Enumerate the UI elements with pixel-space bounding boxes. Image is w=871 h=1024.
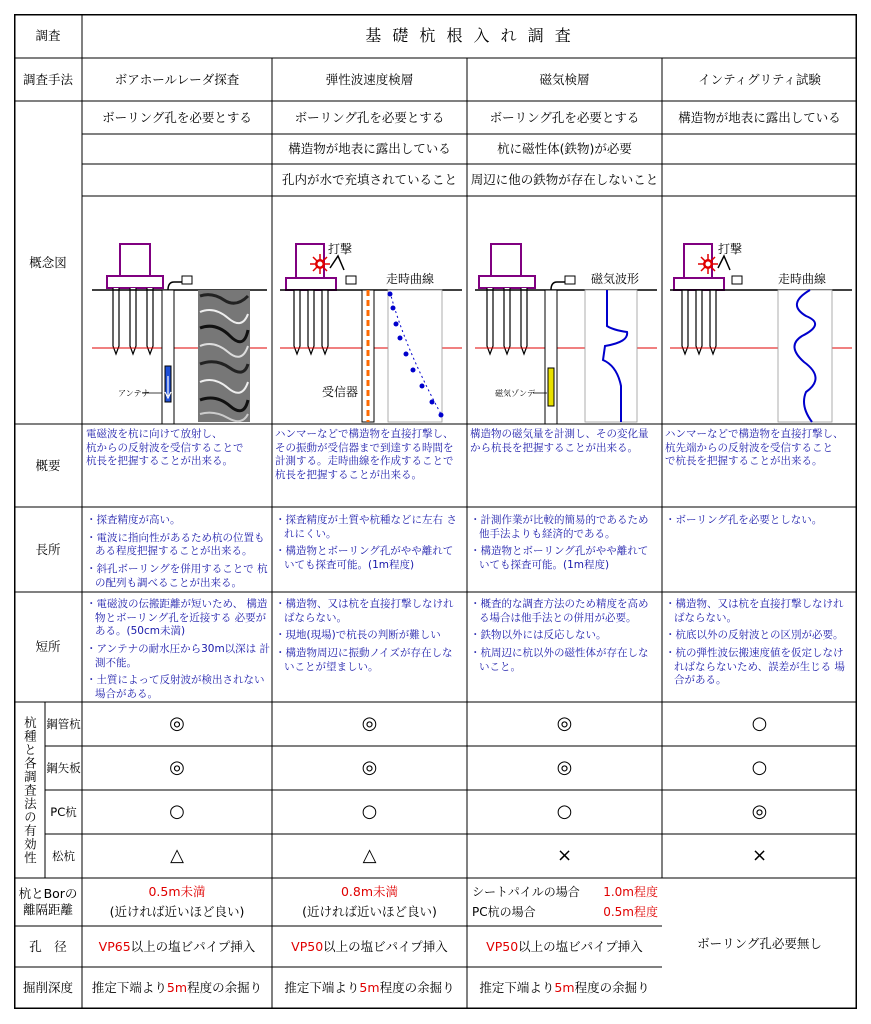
merits-list: ・探査精度が土質や杭種などに左右 されにくい。 ・構造物とボーリング孔がやや離れて いても探査可能。(1m程度) [275, 514, 457, 571]
merits-list: ・計測作業が比較的簡易的であるため 他手法よりも経済的である。 ・構造物とボーリング孔がやや離れて いても探査可能。(1m程度) [470, 514, 649, 571]
distance-value: 0.5m程度 [603, 905, 658, 919]
merits-list: ・ボーリング孔を必要としない。 [665, 514, 823, 526]
method-name: インティグリティ試験 [698, 71, 821, 87]
merits-list: ・探査精度が高い。 ・電波に指向性があるため杭の位置も ある程度把握することが出来る。 ・斜孔ボーリングを併用することで 杭の配列も調べることが出来る。 [86, 514, 268, 589]
pile-type-steel-sheet: 鋼矢板 [46, 760, 81, 775]
hole-label: 孔 径 [29, 938, 67, 954]
pile-type-steel-pipe: 鋼管杭 [46, 716, 81, 731]
demerits-list: ・概査的な調査方法のため精度を高め る場合は他手法との併用が必要。 ・鉄物以外には反応しない。 ・杭周辺に杭以外の磁性体が存在しな いこと。 [470, 598, 649, 673]
pile-structure [286, 244, 336, 354]
effectiveness-mark: ◎ [556, 756, 573, 778]
distance-value: 0.5m未満 [148, 884, 206, 900]
sonde-label: 磁気ゾンデ [495, 389, 535, 398]
depth-spec: 推定下端より 5m 程度の余掘り [479, 980, 650, 996]
pile-structure [107, 244, 163, 354]
overview-text: ハンマーなどで構造物を直接打撃し、 その振動が受信器まで到達する時間を 計測する。走時曲線を作成することで 杭長を把握することが出来る。 [275, 428, 454, 481]
condition-text: 構造物が地表に露出している [678, 109, 841, 125]
pile-type-pc: PC杭 [50, 804, 77, 819]
demerits-list: ・構造物、又は杭を直接打撃しなけれ ばならない。 ・杭底以外の反射波との区別が必要。 ・杭の弾性波伝搬速度値を仮定しなけ ればならないため、誤差が生じる 場合がある。 [665, 598, 845, 687]
method-name: 磁気検層 [539, 71, 590, 87]
effectiveness-mark: ◎ [169, 712, 185, 734]
distance-cell [82, 878, 272, 926]
effectiveness-mark: ◎ [556, 712, 573, 734]
hole-spec: VP50 以上の塩ビパイプ挿入 [486, 938, 643, 954]
hammer-strike-icon [310, 254, 330, 274]
waveform-chart [585, 290, 637, 422]
effectiveness-group-label: 杭種と各調査法の有効性 [22, 715, 38, 865]
distance-case-label: PC杭の場合 [472, 905, 536, 919]
demerits-list: ・電磁波の伝搬距離が短いため、 構造物とボーリング孔を近接する 必要がある。(50cm未満) ・アンテナの耐水圧から30m以深は 計測不能。 ・土質によって反射波が検出されない 場合がある。 [86, 598, 271, 700]
diagram-magnetic-logging [467, 196, 662, 424]
traveltime-curve-label: 走時曲線 [386, 272, 435, 286]
condition-text: 孔内が水で充填されていること [281, 172, 457, 188]
effectiveness-mark: ○ [361, 800, 378, 822]
depth-spec: 推定下端より 5m 程度の余掘り [284, 980, 455, 996]
hammer-strike-icon [698, 254, 718, 274]
no-borehole-needed: ボーリング孔必要無し [697, 935, 822, 951]
condition-text: ボーリング孔を必要とする [294, 109, 445, 125]
distance-value: 1.0m程度 [603, 885, 658, 899]
receiver-label: 受信器 [322, 385, 359, 399]
effectiveness-mark: × [556, 844, 573, 866]
condition-text: ボーリング孔を必要とする [102, 109, 252, 125]
diagram-borehole-radar [82, 196, 272, 424]
condition-text: ボーリング孔を必要とする [489, 109, 640, 125]
reflection-record-image [198, 290, 250, 422]
effectiveness-mark: ○ [556, 800, 573, 822]
condition-text: 周辺に他の鉄物が存在しないこと [470, 172, 659, 188]
pile-structure [479, 244, 535, 354]
effectiveness-mark: ○ [751, 756, 768, 778]
concept-label: 概念図 [29, 254, 67, 270]
borehole [162, 290, 174, 424]
effectiveness-mark: ○ [169, 800, 185, 822]
effectiveness-mark: ○ [751, 712, 768, 734]
distance-note: (近ければ近いほど良い) [109, 904, 245, 919]
methods-label: 調査手法 [22, 71, 73, 87]
effectiveness-mark: × [751, 844, 768, 866]
method-name: 弾性波速度検層 [325, 71, 414, 87]
magnetic-sonde [548, 368, 554, 406]
hole-spec: VP50 以上の塩ビパイプ挿入 [291, 938, 448, 954]
traveltime-curve-label: 走時曲線 [778, 272, 827, 286]
header-label: 調査 [35, 28, 61, 44]
survey-table [14, 14, 857, 1009]
overview-text: ハンマーなどで構造物を直接打撃し、 杭先端からの反射波を受信すること で杭長を把握することが出来る。 [665, 428, 844, 468]
distance-cell [472, 882, 658, 922]
effectiveness-mark: ◎ [361, 756, 378, 778]
condition-text: 杭に磁性体(鉄物)が必要 [497, 141, 632, 157]
effectiveness-mark: ◎ [169, 756, 185, 778]
effectiveness-mark: ◎ [751, 800, 768, 822]
distance-label: 杭とBorの 離隔距離 [18, 886, 78, 917]
demerits-list: ・構造物、又は杭を直接打撃しなけれ ばならない。 ・現地(現場)で杭長の判断が難しい ・構造物周辺に振動ノイズが存在しな いことが望ましい。 [275, 598, 454, 673]
distance-note: (近ければ近いほど良い) [302, 904, 437, 919]
merits-label: 長所 [35, 541, 61, 557]
condition-text: 構造物が地表に露出している [288, 141, 451, 157]
pile-type-pine: 松杭 [52, 848, 75, 863]
diagram-seismic-logging [272, 196, 467, 424]
waveform-label: 磁気波形 [591, 272, 640, 286]
method-name: ボアホールレーダ探査 [114, 71, 240, 87]
overview-text: 構造物の磁気量を計測し、その変化量 から杭長を把握することが出来る。 [470, 428, 649, 454]
distance-cell [272, 878, 467, 926]
overview-text: 電磁波を杭に向けて放射し、 杭からの反射波を受信することで 杭長を把握することが出来る。 [86, 428, 244, 468]
strike-label: 打撃 [718, 242, 743, 256]
distance-case-label: シートパイルの場合 [472, 885, 580, 899]
page-title: 基 礎 杭 根 入 れ 調 査 [365, 26, 574, 45]
demerits-label: 短所 [35, 639, 61, 655]
effectiveness-mark: ◎ [361, 712, 378, 734]
effectiveness-mark: △ [362, 844, 377, 866]
antenna-label: アンテナ [118, 389, 150, 398]
effectiveness-mark: △ [170, 844, 184, 866]
strike-label: 打撃 [328, 242, 353, 256]
pile-structure [674, 244, 724, 354]
depth-spec: 推定下端より 5m 程度の余掘り [91, 980, 263, 996]
depth-label: 掘削深度 [22, 980, 73, 996]
hole-spec: VP65 以上の塩ビパイプ挿入 [98, 938, 256, 954]
distance-value: 0.8m未満 [340, 884, 399, 900]
overview-label: 概要 [35, 457, 61, 473]
diagram-integrity-test [662, 196, 857, 424]
